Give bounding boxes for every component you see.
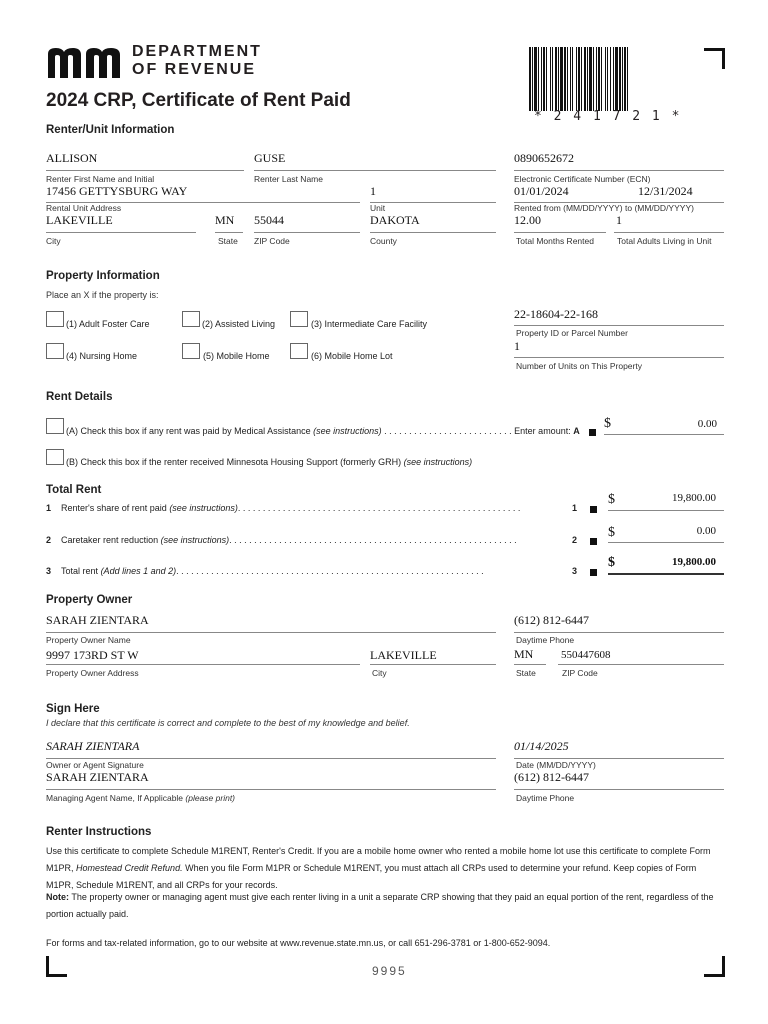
rule	[46, 758, 496, 759]
line-3-amount[interactable]: 19,800.00	[672, 556, 716, 568]
county-label: County	[370, 236, 397, 246]
rule	[514, 325, 724, 326]
city-value[interactable]: LAKEVILLE	[46, 213, 113, 227]
label-intermediate-care: (3) Intermediate Care Facility	[311, 319, 428, 329]
owner-state-label: State	[516, 668, 536, 678]
line-3-num: 3	[46, 566, 52, 576]
state-value[interactable]: MN	[215, 213, 235, 227]
checkbox-housing-support[interactable]	[46, 449, 64, 465]
rented-to-value[interactable]: 12/31/2024	[638, 184, 693, 198]
rule	[514, 357, 724, 358]
a-letter: A	[573, 426, 580, 436]
checkbox-mobile-home[interactable]	[182, 343, 200, 359]
signature-value[interactable]: SARAH ZIENTARA	[46, 739, 140, 753]
line-3-italic: (Add lines 1 and 2)	[100, 566, 177, 576]
line-1-dots: . . . . . . . . . . . . . . . . . . . . . . . . . . . . . . . . . . . . . . . . . . . . . . . . . . . . . . . . .	[237, 503, 521, 513]
total-rent-title: Total Rent	[46, 484, 102, 496]
ecn-value[interactable]: 0890652672	[514, 151, 574, 165]
amount-a-value[interactable]: 0.00	[697, 418, 717, 430]
line-2-num: 2	[46, 535, 52, 545]
months-value[interactable]: 12.00	[514, 213, 541, 227]
signature-label: Owner or Agent Signature	[46, 760, 144, 770]
dept-line1: DEPARTMENT	[132, 43, 262, 60]
rule	[614, 232, 724, 233]
line-1-italic: (see instructions)	[169, 503, 238, 513]
rule	[215, 232, 243, 233]
owner-city-value[interactable]: LAKEVILLE	[370, 648, 437, 662]
dollar-sign-2: $	[608, 525, 615, 540]
owner-city-label: City	[372, 668, 387, 678]
corner-mark-bottom-left	[46, 956, 67, 977]
city-label: City	[46, 236, 61, 246]
line-2-text: Caretaker rent reduction	[61, 535, 161, 545]
zip-value[interactable]: 55044	[254, 213, 284, 227]
line-3-text: Total rent	[61, 566, 101, 576]
date-value[interactable]: 01/14/2025	[514, 739, 569, 753]
owner-zip-value[interactable]: 550447608	[561, 649, 611, 661]
rule	[254, 170, 496, 171]
line-3-number-right: 3	[572, 566, 578, 576]
line-2-number-right: 2	[572, 535, 578, 545]
line-1-amount[interactable]: 19,800.00	[672, 492, 716, 504]
owner-state-value[interactable]: MN	[514, 647, 534, 661]
line-1-number-right: 1	[572, 503, 578, 513]
rule	[514, 664, 546, 665]
renter-first-name-value[interactable]: ALLISON	[46, 151, 98, 165]
date-label: Date (MM/DD/YYYY)	[516, 760, 596, 770]
label-mobile-home: (5) Mobile Home	[203, 351, 270, 361]
a-italic: (see instructions)	[313, 426, 382, 436]
rule	[514, 170, 724, 171]
owner-address-value[interactable]: 9997 173RD ST W	[46, 648, 139, 662]
barcode-text: * 2 4 1 7 2 1 *	[534, 109, 682, 124]
parcel-id-value[interactable]: 22-18604-22-168	[514, 307, 598, 321]
dollar-sign-3: $	[608, 555, 615, 570]
agent-phone-label: Daytime Phone	[516, 793, 575, 803]
rented-from-value[interactable]: 01/01/2024	[514, 184, 569, 198]
rented-from-label: Rented from (MM/DD/YYYY) to (MM/DD/YYYY)	[514, 203, 694, 213]
instructions-title: Renter Instructions	[46, 826, 152, 838]
sign-section-title: Sign Here	[46, 703, 100, 715]
rule	[514, 232, 606, 233]
county-value[interactable]: DAKOTA	[370, 213, 420, 227]
label-mobile-home-lot: (6) Mobile Home Lot	[311, 351, 393, 361]
rule	[46, 664, 360, 665]
rent-details-title: Rent Details	[46, 391, 113, 403]
rule	[514, 789, 724, 790]
property-instruction: Place an X if the property is:	[46, 290, 159, 300]
rule	[514, 758, 724, 759]
rule	[370, 232, 496, 233]
line-marker-1	[590, 506, 597, 513]
rule	[370, 664, 496, 665]
line-2-dots: . . . . . . . . . . . . . . . . . . . . . . . . . . . . . . . . . . . . . . . . . . . . . . . . . . . . . . . . . .	[229, 535, 517, 545]
renter-first-name-label: Renter First Name and Initial	[46, 174, 155, 184]
medical-assistance-text	[66, 426, 580, 436]
adults-value[interactable]: 1	[616, 213, 622, 227]
page-code: 9995	[372, 964, 407, 978]
line-1-text: Renter's share of rent paid	[61, 503, 170, 513]
renter-last-name-value[interactable]: GUSE	[254, 151, 286, 165]
owner-name-value[interactable]: SARAH ZIENTARA	[46, 613, 149, 627]
line-marker-2	[590, 538, 597, 545]
rule	[608, 573, 724, 575]
owner-phone-value[interactable]: (612) 812-6447	[514, 613, 589, 627]
rule	[514, 632, 724, 633]
barcode	[529, 47, 681, 111]
footer-info: For forms and tax-related information, go to our website at www.revenue.state.mn.us, or call 651-296-3781 or 1-800-652-9094.	[46, 938, 551, 948]
checkbox-mobile-home-lot[interactable]	[290, 343, 308, 359]
instructions-p1-a: Use this certificate to complete Schedule M1RENT, Renter's Credit. If you are a mobile home owner who rented a mobile home lot use this certificate to complete Form M1PR,	[46, 846, 711, 873]
line-1-num: 1	[46, 503, 52, 513]
parcel-id-label: Property ID or Parcel Number	[516, 328, 628, 338]
dollar-sign-1: $	[608, 492, 615, 507]
units-label: Number of Units on This Property	[516, 361, 642, 371]
rule	[608, 510, 724, 511]
barcode-bar	[628, 47, 631, 111]
department-name	[132, 43, 262, 79]
label-adult-foster-care: (1) Adult Foster Care	[66, 319, 150, 329]
a-dots: . . . . . . . . . . . . . . . . . . . . . . . . . .	[381, 426, 512, 436]
line-marker-3	[590, 569, 597, 576]
line-2-italic: (see instructions)	[160, 535, 230, 545]
renter-last-name-label: Renter Last Name	[254, 174, 323, 184]
rule	[370, 202, 496, 203]
renter-section-title: Renter/Unit Information	[46, 124, 175, 136]
checkbox-adult-foster-care[interactable]	[46, 311, 64, 327]
housing-support-text	[66, 457, 472, 467]
a-text: (A) Check this box if any rent was paid by Medical Assistance	[66, 426, 314, 436]
ecn-label: Electronic Certificate Number (ECN)	[514, 174, 651, 184]
unit-label: Unit	[370, 203, 386, 213]
b-text: (B) Check this box if the renter received Minnesota Housing Support (formerly GRH)	[66, 457, 404, 467]
checkbox-assisted-living[interactable]	[182, 311, 200, 327]
form-title: 2024 CRP, Certificate of Rent Paid	[46, 90, 351, 111]
adults-label: Total Adults Living in Unit	[617, 236, 712, 246]
instructions-paragraph	[46, 843, 722, 894]
checkbox-nursing-home[interactable]	[46, 343, 64, 359]
rule	[604, 434, 724, 435]
note-label: Note:	[46, 892, 69, 902]
instructions-p1-b: When you file Form M1PR or Schedule M1RENT, you must attach all CRPs used to determine your refund. Keep copies of Form M1PR, Schedule M1RENT, and all CRPs for your records.	[46, 863, 697, 890]
units-value[interactable]: 1	[514, 339, 520, 353]
instructions-note	[46, 889, 722, 923]
corner-mark-top-right	[704, 48, 725, 69]
instructions-p1-italic: Homestead Credit Refund.	[76, 863, 183, 873]
a-enter: Enter amount:	[511, 426, 574, 436]
total-rent-line-3	[46, 566, 484, 576]
owner-name-label: Property Owner Name	[46, 635, 131, 645]
rental-address-label: Rental Unit Address	[46, 203, 122, 213]
rule	[46, 232, 196, 233]
rule	[46, 789, 496, 790]
label-nursing-home: (4) Nursing Home	[66, 351, 138, 361]
rule	[254, 232, 360, 233]
months-label: Total Months Rented	[516, 236, 594, 246]
rule	[608, 542, 724, 543]
agent-name-label-text: Managing Agent Name, If Applicable	[46, 793, 186, 803]
owner-phone-label: Daytime Phone	[516, 635, 575, 645]
rule	[46, 170, 244, 171]
b-italic: (see instructions)	[403, 457, 473, 467]
agent-name-label	[46, 793, 235, 803]
line-2-amount[interactable]: 0.00	[696, 525, 716, 537]
owner-zip-label: ZIP Code	[562, 668, 598, 678]
zip-label: ZIP Code	[254, 236, 290, 246]
property-section-title: Property Information	[46, 270, 160, 282]
rental-address-value[interactable]: 17456 GETTYSBURG WAY	[46, 184, 188, 198]
corner-mark-bottom-right	[704, 956, 725, 977]
mn-logo	[46, 44, 124, 80]
note-text: The property owner or managing agent must give each renter living in a unit a separate CRP showing that they paid an equal portion of the rent, regardless of the portion actually paid.	[46, 892, 714, 919]
agent-name-label-italic: (please print)	[185, 793, 236, 803]
unit-value[interactable]: 1	[370, 184, 376, 198]
rule	[558, 664, 724, 665]
checkbox-medical-assistance[interactable]	[46, 418, 64, 434]
state-label: State	[218, 236, 238, 246]
owner-section-title: Property Owner	[46, 594, 133, 606]
agent-name-value[interactable]: SARAH ZIENTARA	[46, 770, 149, 784]
label-assisted-living: (2) Assisted Living	[202, 319, 276, 329]
dept-line2: OF REVENUE	[132, 61, 257, 78]
declaration-text: I declare that this certificate is correct and complete to the best of my knowledge and belief.	[46, 718, 410, 728]
checkbox-intermediate-care[interactable]	[290, 311, 308, 327]
total-rent-line-1	[46, 503, 520, 513]
agent-phone-value[interactable]: (612) 812-6447	[514, 770, 589, 784]
owner-address-label: Property Owner Address	[46, 668, 139, 678]
line-3-dots: . . . . . . . . . . . . . . . . . . . . . . . . . . . . . . . . . . . . . . . . . . . . . . . . . . . . . . . . . . . . . .	[176, 566, 484, 576]
dollar-sign-a: $	[604, 416, 611, 431]
total-rent-line-2	[46, 535, 517, 545]
line-marker-a	[589, 429, 596, 436]
rule	[46, 632, 496, 633]
